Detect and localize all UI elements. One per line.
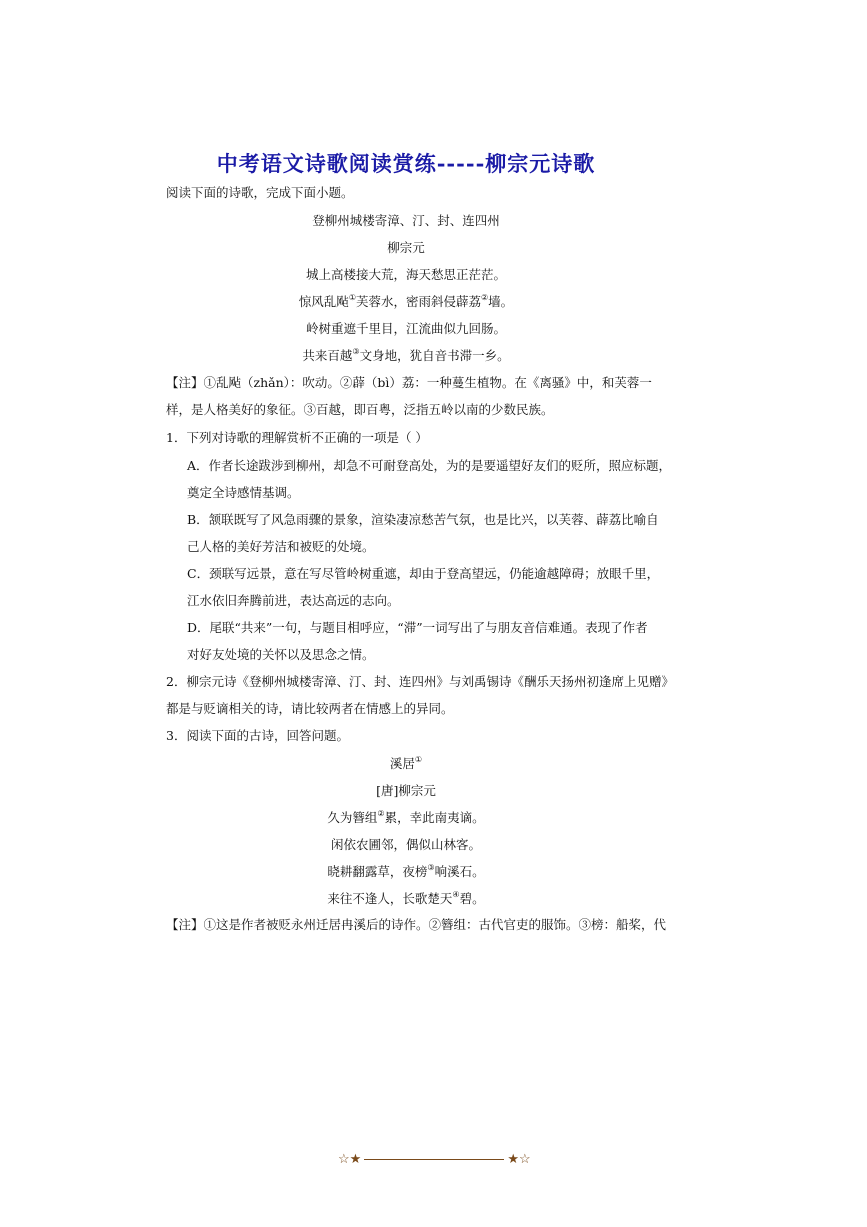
poem2-line-4-text-a: 来往不逢人，长歌楚天 [327,891,453,906]
poem1-line-4 [0,348,812,364]
poem2-line-4-text-b: 碧。 [459,891,485,906]
poem2-line-1 [0,810,812,826]
poem2-title [0,756,812,772]
option-d-line-1: D．尾联“共来”一句，与题目相呼应，“滞”一词写出了与朋友音信难通。表现了作者 [187,620,648,635]
option-a-line-1: A．作者长途跋涉到柳州，却急不可耐登高处，为的是要遥望好友们的贬所，照应标题， [187,458,672,473]
poem2-line-2 [0,837,812,853]
poem1-note-line-2: 样，是人格美好的象征。③百越，即百粤，泛指五岭以南的少数民族。 [166,402,554,417]
poem2-line-3-text-b: 响溪石。 [434,864,485,879]
footnote-marker: ② [481,293,489,302]
instruction-text: 阅读下面的诗歌，完成下面小题。 [166,185,354,200]
poem1-line-3-text: 岭树重遮千里目，江流曲似九回肠。 [305,321,506,336]
poem2-line-2-text: 闲依农圃邻，偶似山林客。 [330,837,481,852]
poem1-line-2-text-c: 墙。 [488,294,514,309]
poem2-line-4 [0,891,812,907]
poem1-line-1-text: 城上高楼接大荒，海天愁思正茫茫。 [305,267,506,282]
footnote-marker: ① [348,293,356,302]
poem1-note-line-1: 【注】①乱飐（zhǎn）：吹动。②薜（bì）荔：一种蔓生植物。在《离骚》中，和芙蓉一 [166,375,652,390]
footnote-marker: ③ [352,347,360,356]
footnote-marker: ② [377,809,385,818]
footer-decoration [338,1152,531,1167]
poem2-note-line-1: 【注】①这是作者被贬永州迁居冉溪后的诗作。②簪组：古代官吏的服饰。③榜：船桨，代 [166,917,667,932]
poem2-line-3-text-a: 晓耕翻露草，夜榜 [327,864,428,879]
footnote-marker: ③ [427,863,435,872]
option-a-line-2: 奠定全诗感情基调。 [187,485,300,500]
document-title: 中考语文诗歌阅读赏练-----柳宗元诗歌 [216,151,596,176]
question-2-line-1: 2．柳宗元诗《登柳州城楼寄漳、汀、封、连四州》与刘禹锡诗《酬乐天扬州初逢席上见赠》 [166,674,674,689]
poem1-line-2 [0,294,812,310]
footer-rule [364,1159,504,1160]
option-b-line-2: 己人格的美好芳洁和被贬的处境。 [187,539,375,554]
poem1-line-2-text-b: 芙蓉水，密雨斜侵薜荔 [355,294,481,309]
option-c-line-2: 江水依旧奔腾前进，表达高远的志向。 [187,593,400,608]
poem1-line-4-text-a: 共来百越 [302,348,353,363]
poem1-line-2-text-a: 惊风乱飐 [298,294,349,309]
question-1-stem: 1．下列对诗歌的理解赏析不正确的一项是（ ） [166,430,428,445]
poem1-line-3 [0,321,812,337]
option-d-line-2: 对好友处境的关怀以及思念之情。 [187,647,375,662]
star-icon: ★☆ [507,1152,531,1167]
poem1-line-4-text-b: 文身地，犹自音书滞一乡。 [359,348,510,363]
star-icon: ☆★ [338,1152,362,1167]
footnote-marker: ④ [452,890,460,899]
poem2-title-text: 溪居 [389,756,415,771]
poem1-author: 柳宗元 [387,240,425,255]
poem2-author: [唐]柳宗元 [376,783,436,798]
poem2-line-1-text-a: 久为簪组 [327,810,378,825]
poem2-line-3 [0,864,812,880]
poem1-title: 登柳州城楼寄漳、汀、封、连四州 [312,213,500,228]
question-2-line-2: 都是与贬谪相关的诗，请比较两者在情感上的异同。 [166,701,454,716]
footnote-marker: ① [414,755,423,764]
option-b-line-1: B．颔联既写了风急雨骤的景象，渲染凄凉愁苦气氛，也是比兴，以芙蓉、薜荔比喻自 [187,512,659,527]
question-3-stem: 3．阅读下面的古诗，回答问题。 [166,728,349,743]
option-c-line-1: C．颈联写远景，意在写尽管岭树重遮，却由于登高望远，仍能逾越障碍；放眼千里， [187,566,660,581]
poem1-line-1 [0,267,812,283]
poem2-line-1-text-b: 累，幸此南夷谪。 [384,810,485,825]
